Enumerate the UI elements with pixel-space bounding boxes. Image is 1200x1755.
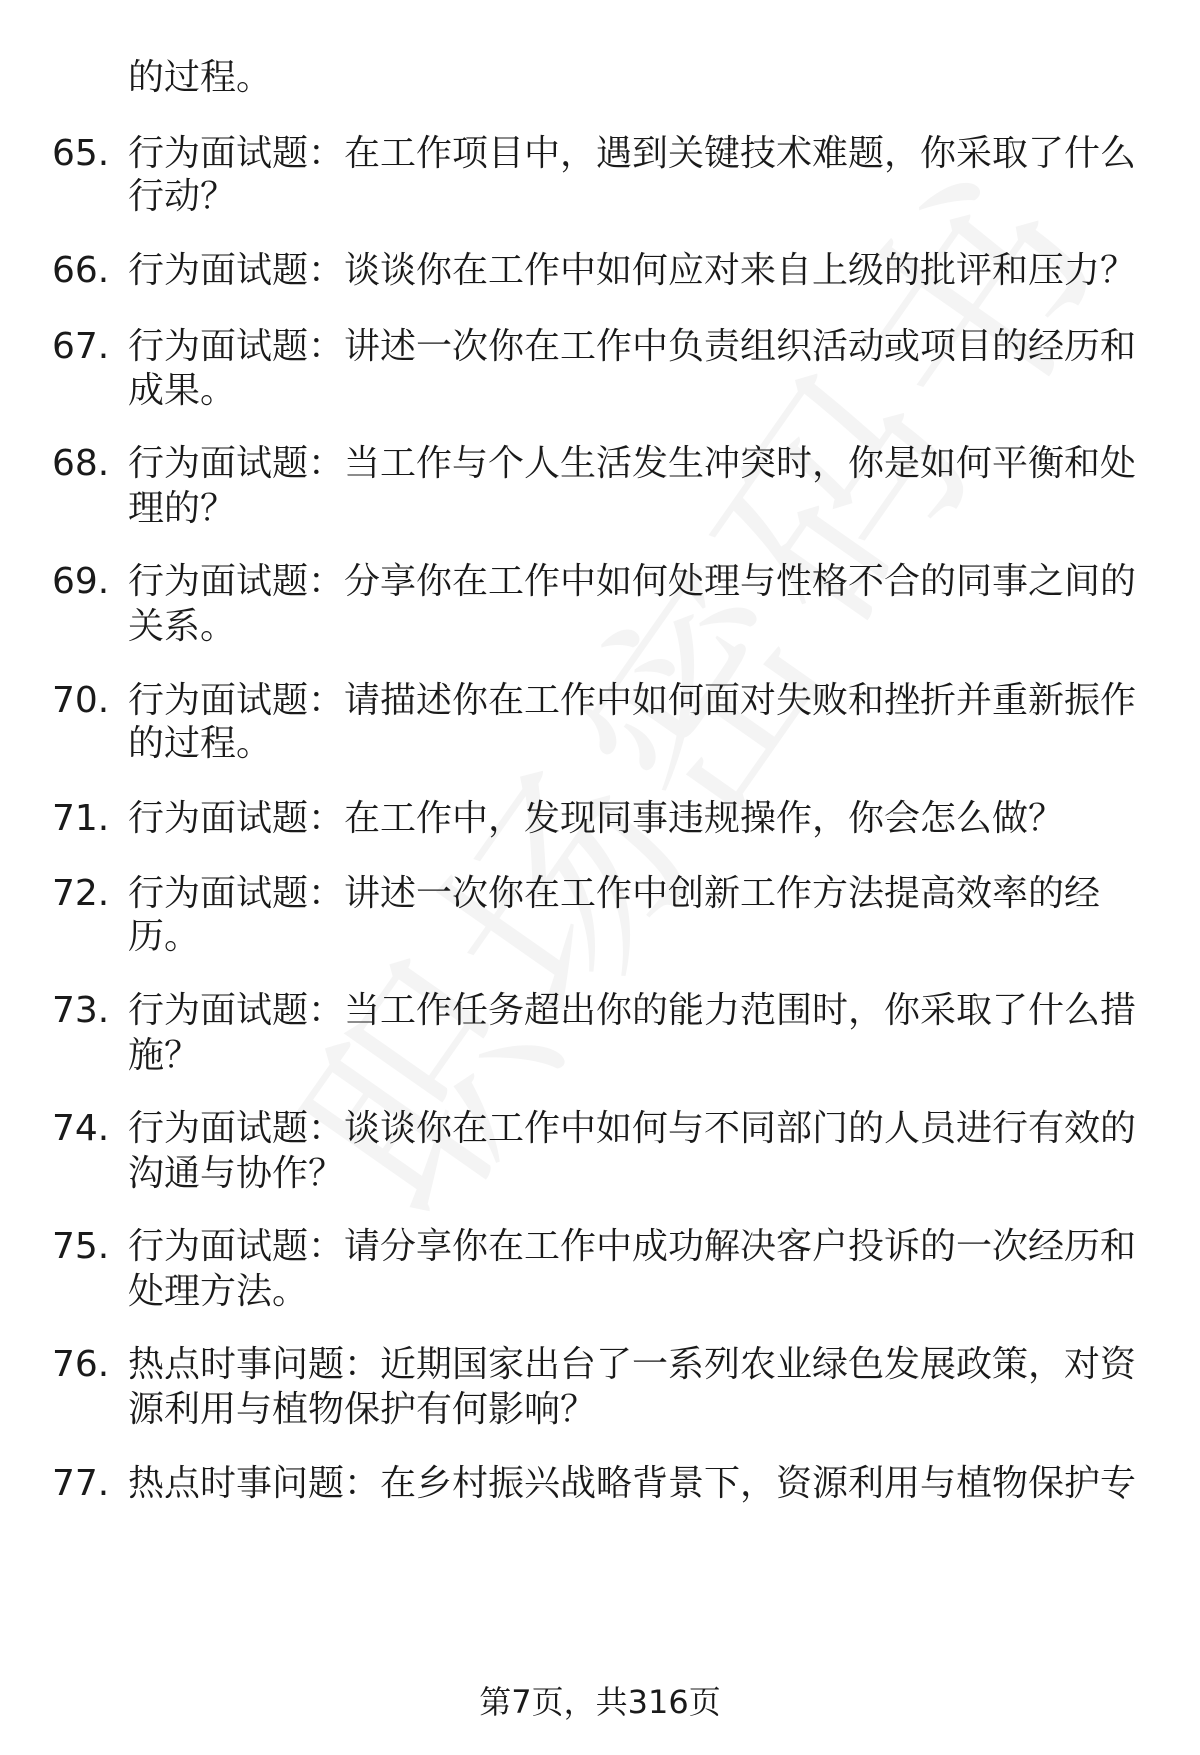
item-text-line: 的过程。 bbox=[128, 723, 273, 764]
item-text-line: 关系。 bbox=[128, 606, 237, 647]
item-text-line: 行动？ bbox=[128, 176, 237, 217]
item-text-line: 行为面试题：谈谈你在工作中如何与不同部门的人员进行有效的 bbox=[128, 1108, 1137, 1149]
item-number: 73. bbox=[52, 990, 110, 1031]
item-text-line: 热点时事问题：在乡村振兴战略背景下，资源利用与植物保护专 bbox=[128, 1463, 1137, 1504]
item-number: 65. bbox=[52, 133, 110, 174]
item-text-line: 历。 bbox=[128, 916, 201, 957]
item-text-line: 行为面试题：分享你在工作中如何处理与性格不合的同事之间的 bbox=[128, 561, 1137, 602]
continuation-line: 的过程。 bbox=[128, 57, 273, 98]
item-text-line: 行为面试题：在工作项目中，遇到关键技术难题，你采取了什么 bbox=[128, 133, 1137, 174]
item-number: 75. bbox=[52, 1226, 110, 1267]
item-text-line: 行为面试题：讲述一次你在工作中负责组织活动或项目的经历和 bbox=[128, 326, 1137, 367]
item-number: 74. bbox=[52, 1108, 110, 1149]
item-text-line: 源利用与植物保护有何影响？ bbox=[128, 1389, 597, 1430]
item-number: 72. bbox=[52, 873, 110, 914]
item-number: 70. bbox=[52, 680, 110, 721]
item-text-line: 沟通与协作？ bbox=[128, 1153, 345, 1194]
item-text-line: 热点时事问题：近期国家出台了一系列农业绿色发展政策，对资 bbox=[128, 1344, 1137, 1385]
item-number: 68. bbox=[52, 443, 110, 484]
item-number: 71. bbox=[52, 798, 110, 839]
item-number: 67. bbox=[52, 326, 110, 367]
item-text-line: 行为面试题：讲述一次你在工作中创新工作方法提高效率的经 bbox=[128, 873, 1101, 914]
item-text-line: 施？ bbox=[128, 1035, 201, 1076]
item-text-line: 行为面试题：在工作中，发现同事违规操作，你会怎么做？ bbox=[128, 798, 1065, 839]
item-number: 66. bbox=[52, 250, 110, 291]
item-text-line: 行为面试题：请描述你在工作中如何面对失败和挫折并重新振作 bbox=[128, 680, 1137, 721]
item-text-line: 行为面试题：请分享你在工作中成功解决客户投诉的一次经历和 bbox=[128, 1226, 1137, 1267]
item-text-line: 行为面试题：谈谈你在工作中如何应对来自上级的批评和压力？ bbox=[128, 250, 1137, 291]
item-text-line: 处理方法。 bbox=[128, 1271, 309, 1312]
item-text-line: 行为面试题：当工作与个人生活发生冲突时，你是如何平衡和处 bbox=[128, 443, 1137, 484]
item-text-line: 成果。 bbox=[128, 370, 237, 411]
page-footer: 第7页，共316页 bbox=[479, 1683, 721, 1721]
item-number: 69. bbox=[52, 561, 110, 602]
item-text-line: 行为面试题：当工作任务超出你的能力范围时，你采取了什么措 bbox=[128, 990, 1137, 1031]
item-number: 77. bbox=[52, 1463, 110, 1504]
item-number: 76. bbox=[52, 1344, 110, 1385]
item-text-line: 理的？ bbox=[128, 488, 237, 529]
